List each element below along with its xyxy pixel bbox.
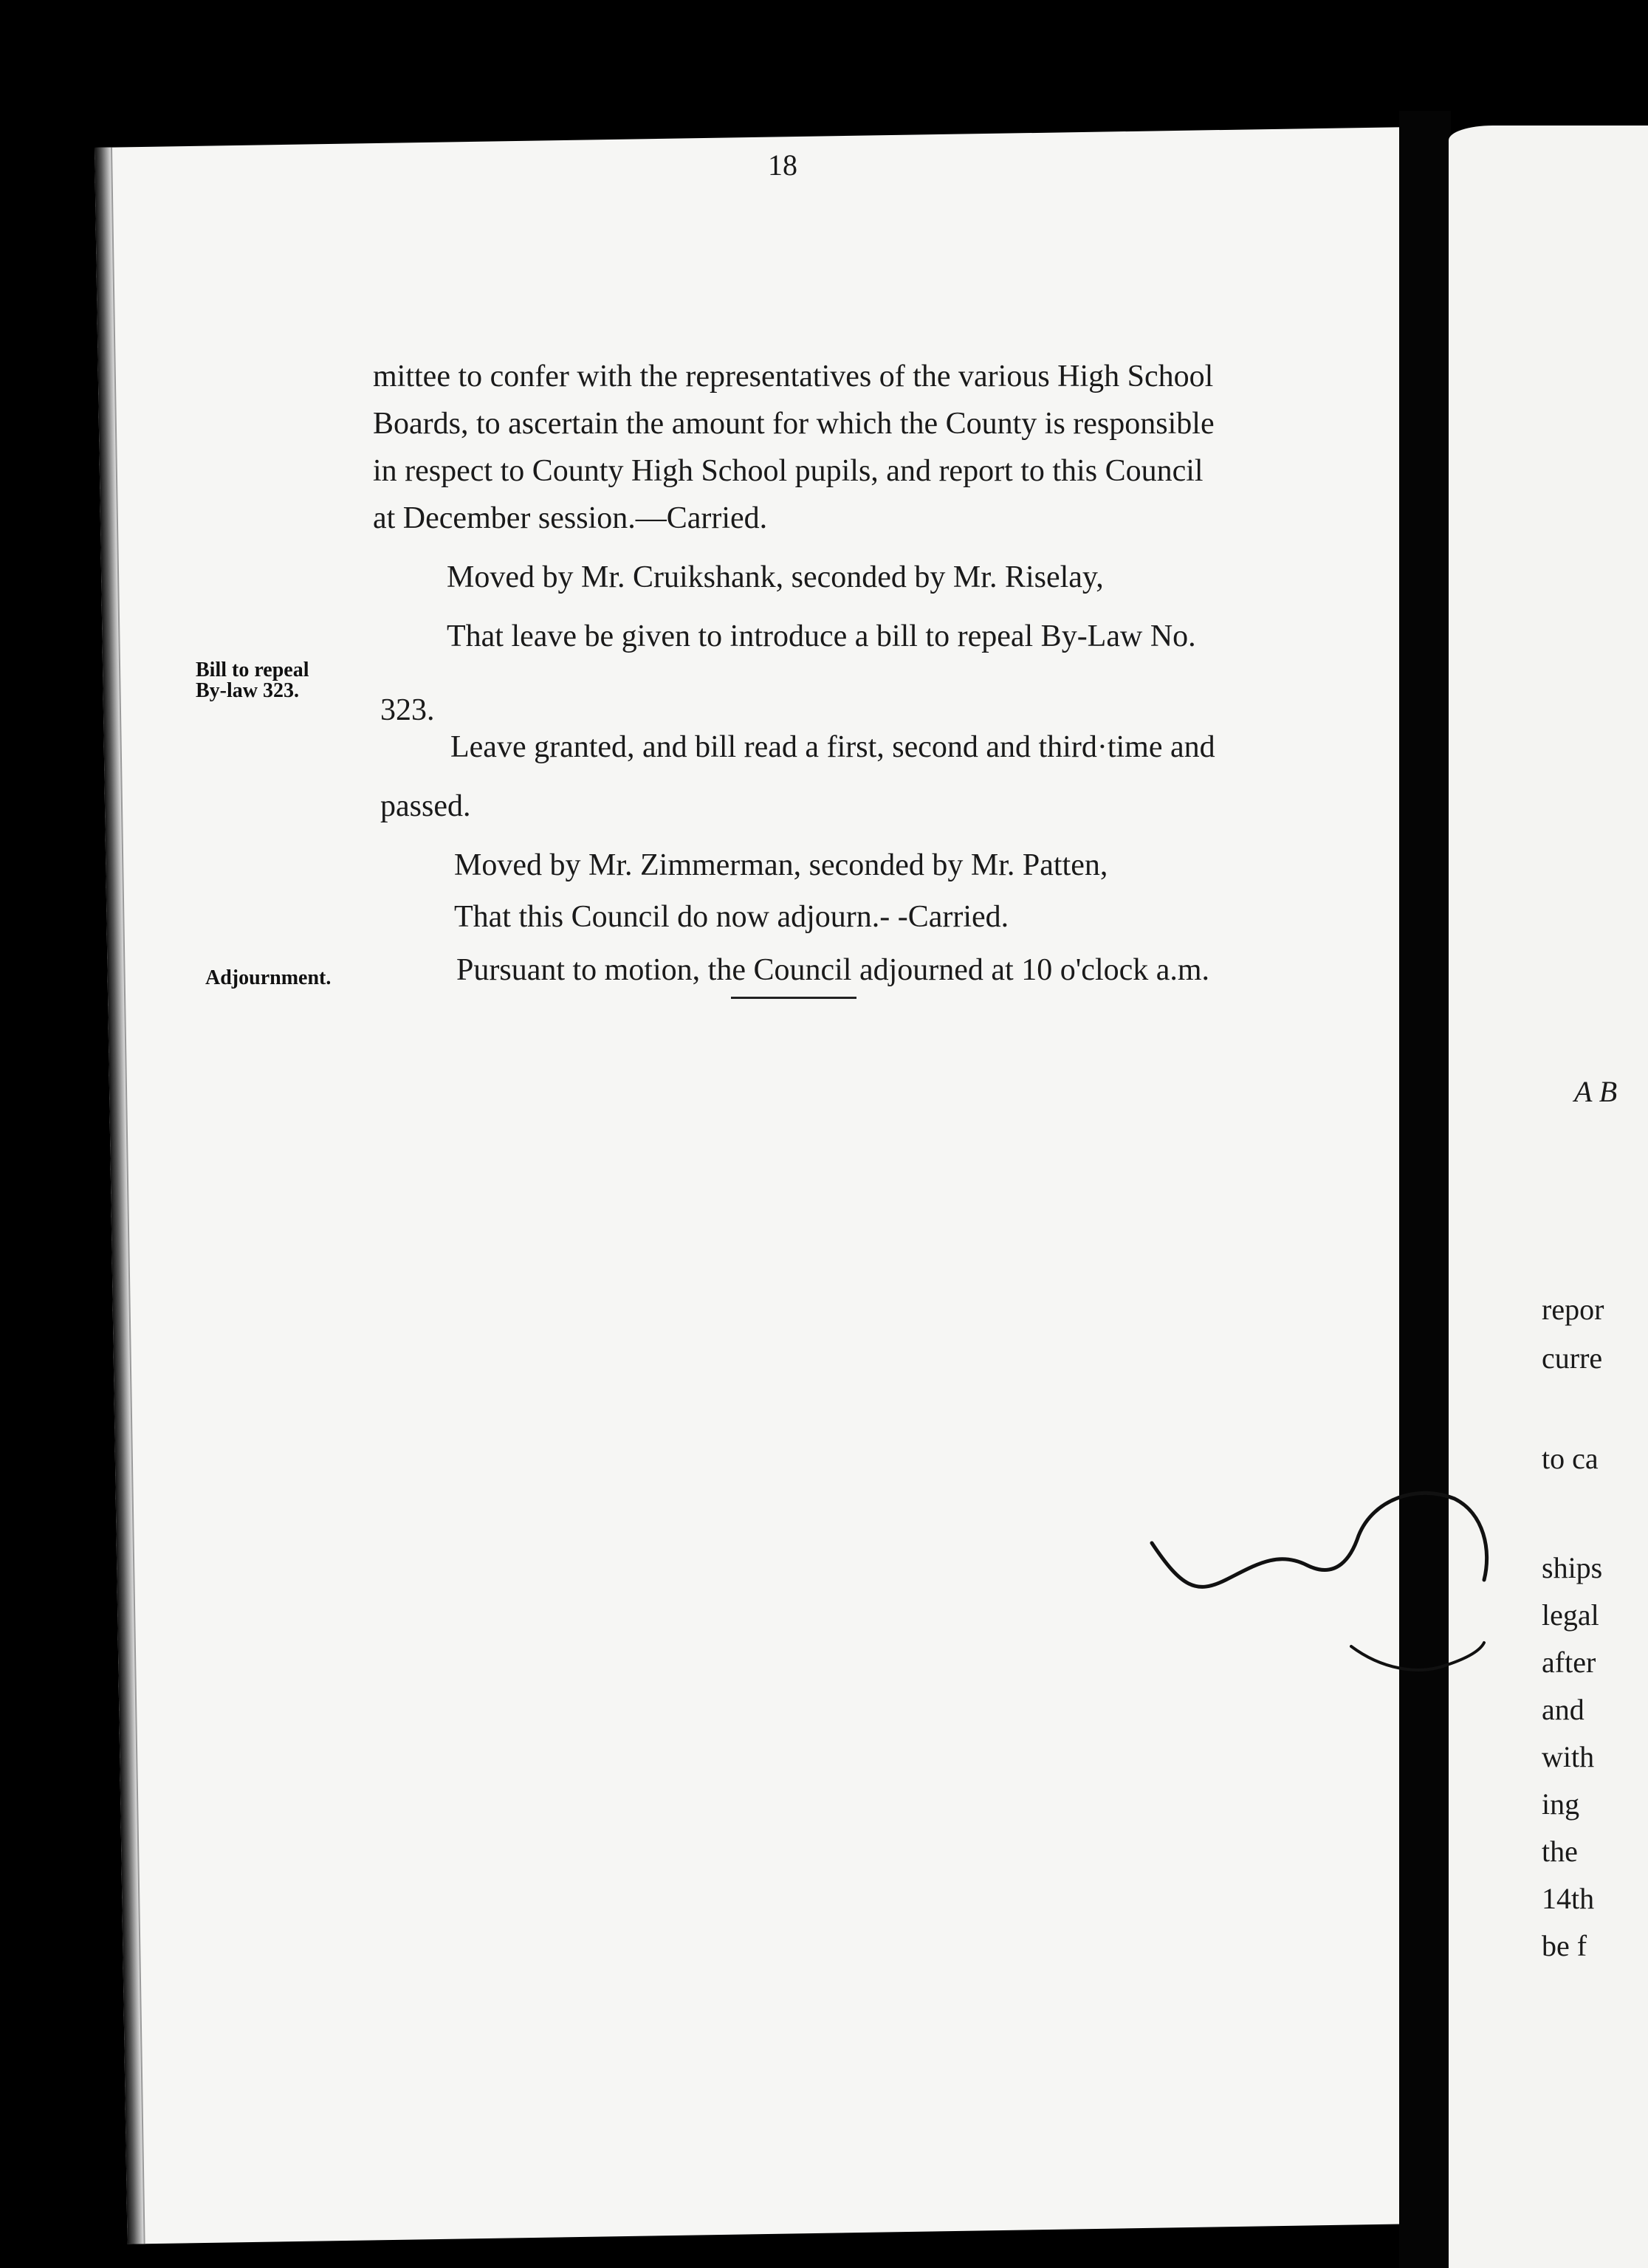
- body-line: Moved by Mr. Zimmerman, seconded by Mr. Patten,: [454, 848, 1108, 882]
- closing-rule: [731, 997, 856, 999]
- right-fragment: to ca: [1542, 1442, 1599, 1475]
- right-fragment: ing: [1542, 1787, 1580, 1821]
- right-fragment: 14th: [1542, 1882, 1595, 1915]
- body-line: Pursuant to motion, the Council adjourned at 10 o'clock a.m.: [456, 953, 1210, 987]
- side-note-adjournment: Adjournment.: [205, 966, 332, 989]
- body-line: at December session.—Carried.: [373, 501, 768, 535]
- body-line: Moved by Mr. Cruikshank, seconded by Mr. Riselay,: [447, 560, 1104, 594]
- body-line: 323.: [380, 693, 435, 727]
- left-page: [95, 127, 1449, 2244]
- book-gutter: [1399, 111, 1451, 2268]
- right-fragment: the: [1542, 1835, 1578, 1868]
- side-note-bill-line2: By-law 323.: [196, 679, 299, 702]
- right-fragment: after: [1542, 1646, 1596, 1679]
- body-line: Leave granted, and bill read a first, second and third·time and: [450, 730, 1215, 764]
- right-fragment: be f: [1542, 1929, 1587, 1962]
- right-fragment: and: [1542, 1693, 1585, 1726]
- right-fragment: curre: [1542, 1341, 1603, 1375]
- side-note-bill-line1: Bill to repeal: [196, 659, 309, 681]
- body-line: passed.: [380, 789, 471, 823]
- right-fragment: ships: [1542, 1551, 1603, 1584]
- pen-scribble-mark: [1137, 1469, 1491, 1691]
- right-fragment: repor: [1542, 1293, 1604, 1326]
- body-line: That leave be given to introduce a bill to repeal By-Law No.: [447, 619, 1196, 653]
- body-line: in respect to County High School pupils, and report to this Council: [373, 454, 1204, 488]
- right-fragment: legal: [1542, 1598, 1599, 1632]
- body-line: mittee to confer with the representatives of the various High School: [373, 360, 1214, 394]
- right-page-heading: A B: [1574, 1075, 1618, 1108]
- page-number: 18: [768, 148, 797, 182]
- body-line: Boards, to ascertain the amount for which the County is responsible: [373, 407, 1215, 441]
- right-fragment: with: [1542, 1740, 1595, 1773]
- body-line: That this Council do now adjourn.- -Carried.: [454, 900, 1009, 934]
